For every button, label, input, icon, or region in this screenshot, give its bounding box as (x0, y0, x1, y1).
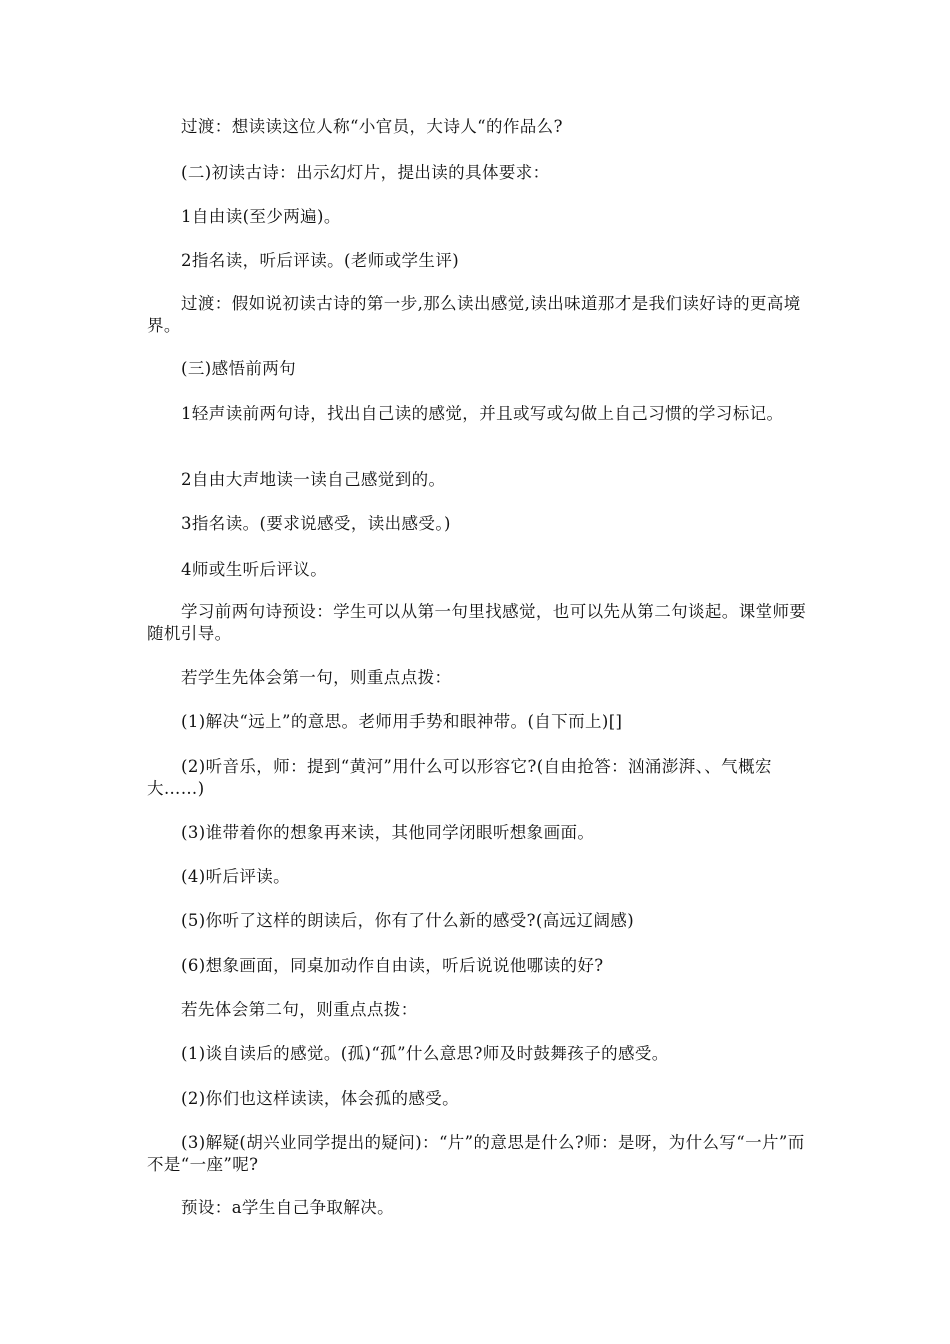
paragraph-step-1: 1自由读(至少两遍)。 (181, 207, 341, 226)
paragraph-section-2-heading: (二)初读古诗：出示幻灯片，提出读的具体要求： (181, 163, 550, 182)
paragraph-first-line-1: (1)解决“远上”的意思。老师用手势和眼神带。(自下而上)[] (181, 712, 623, 731)
paragraph-transition-2: 过渡：假如说初读古诗的第一步,那么读出感觉,读出味道那才是我们读好诗的更高境界。 (147, 294, 801, 335)
paragraph-section-3-step-3: 3指名读。(要求说感受，读出感受。) (181, 514, 451, 533)
paragraph-second-line-intro: 若先体会第二句，则重点点拨： (181, 1000, 418, 1019)
paragraph-first-line-3: (3)谁带着你的想象再来读，其他同学闭眼听想象画面。 (181, 823, 595, 842)
paragraph-first-line-5: (5)你听了这样的朗读后，你有了什么新的感受?(高远辽阔感) (181, 911, 635, 930)
paragraph-section-3-step-1: 1轻声读前两句诗，找出自己读的感觉，并且或写或勾做上自己习惯的学习标记。 (181, 404, 784, 423)
paragraph-step-2: 2指名读，听后评读。(老师或学生评) (181, 251, 460, 270)
paragraph-first-line-2: (2)听音乐，师：提到“黄河”用什么可以形容它?(自由抢答：汹涌澎湃、、气概宏大……) (147, 757, 772, 798)
paragraph-first-line-4: (4)听后评读。 (181, 867, 291, 886)
paragraph-first-line-6: (6)想象画面，同桌加动作自由读，听后说说他哪读的好? (181, 956, 604, 975)
paragraph-transition-1: 过渡：想读读这位人称“小官员，大诗人“的作品么? (181, 117, 563, 136)
paragraph-section-3-step-2: 2自由大声地读一读自己感觉到的。 (181, 470, 446, 489)
paragraph-section-3-heading: (三)感悟前两句 (181, 359, 297, 378)
paragraph-second-line-3: (3)解疑(胡兴业同学提出的疑问)：“片”的意思是什么?师：是呀，为什么写“一片”而不是“一座”呢? (147, 1133, 805, 1174)
paragraph-section-3-step-4: 4师或生听后评议。 (181, 560, 328, 579)
paragraph-preset: 学习前两句诗预设：学生可以从第一句里找感觉，也可以先从第二句谈起。课堂师要随机引导。 (147, 602, 807, 643)
paragraph-second-line-2: (2)你们也这样读读，体会孤的感受。 (181, 1089, 460, 1108)
paragraph-preset-a: 预设：a学生自己争取解决。 (181, 1198, 395, 1217)
paragraph-first-line-intro: 若学生先体会第一句，则重点点拨： (181, 668, 452, 687)
paragraph-second-line-1: (1)谈自读后的感觉。(孤)“孤”什么意思?师及时鼓舞孩子的感受。 (181, 1044, 669, 1063)
